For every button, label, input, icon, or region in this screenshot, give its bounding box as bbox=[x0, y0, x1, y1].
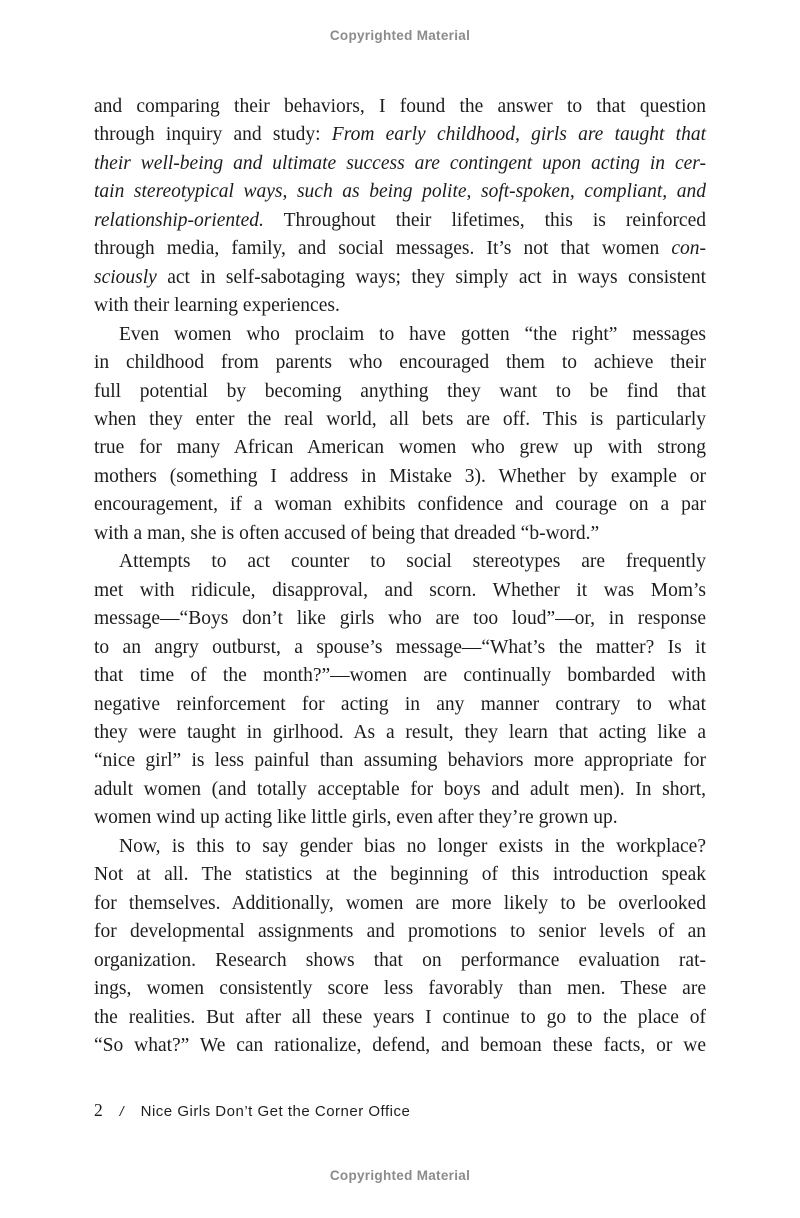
text-line bbox=[94, 349, 706, 377]
text-line bbox=[94, 975, 706, 1003]
text-segment: negative reinforcement for acting in any manner contrary to what bbox=[94, 693, 706, 715]
text-segment: “So what?” We can rationalize, defend, and bemoan these facts, or we bbox=[94, 1034, 706, 1056]
text-segment: with their learning experiences. bbox=[94, 295, 340, 317]
text-segment: that time of the month?”—women are continually bombarded with bbox=[94, 665, 706, 687]
text-line bbox=[94, 918, 706, 946]
copyright-notice-bottom: Copyrighted Material bbox=[329, 1168, 471, 1183]
text-line bbox=[94, 747, 706, 775]
text-line bbox=[94, 292, 706, 320]
paragraph bbox=[94, 548, 706, 833]
text-segment: women wind up acting like little girls, even after they’re grown up. bbox=[94, 807, 618, 829]
text-line bbox=[94, 264, 706, 292]
text-segment: act in self-sabotaging ways; they simply act in ways consistent bbox=[156, 266, 706, 288]
text-segment: Throughout their lifetimes, this is reinforced bbox=[263, 209, 706, 231]
paragraph bbox=[94, 93, 706, 321]
page-footer bbox=[94, 1100, 410, 1121]
text-segment: to an angry outburst, a spouse’s message—“What’s the matter? Is it bbox=[94, 636, 706, 658]
text-segment: met with ridicule, disapproval, and scorn. Whether it was Mom’s bbox=[94, 579, 706, 601]
paragraph bbox=[94, 833, 706, 1061]
text-line bbox=[94, 178, 706, 206]
italic-text-segment: relationship-oriented. bbox=[94, 209, 264, 231]
text-line bbox=[94, 691, 706, 719]
paragraph bbox=[94, 321, 706, 549]
text-segment: true for many African American women who grew up with strong bbox=[94, 437, 706, 459]
text-segment: and comparing their behaviors, I found the answer to that question bbox=[94, 96, 706, 117]
copyright-notice-top: Copyrighted Material bbox=[329, 28, 471, 43]
text-line bbox=[94, 804, 706, 832]
book-title: Nice Girls Don’t Get the Corner Office bbox=[140, 1103, 411, 1120]
text-segment: full potential by becoming anything they want to be find that bbox=[94, 380, 706, 402]
page-number: 2 bbox=[94, 1100, 103, 1120]
text-segment: through media, family, and social messages. It’s not that women bbox=[94, 238, 672, 260]
text-line bbox=[94, 662, 706, 690]
text-segment: they were taught in girlhood. As a result, they learn that acting like a bbox=[94, 721, 706, 743]
text-segment: in childhood from parents who encouraged them to achieve their bbox=[94, 352, 706, 374]
text-segment: when they enter the real world, all bets are off. This is particularly bbox=[94, 408, 706, 430]
text-line bbox=[94, 634, 706, 662]
text-segment: ings, women consistently score less favorably than men. These are bbox=[94, 978, 706, 1000]
text-line bbox=[94, 577, 706, 605]
text-line bbox=[94, 947, 706, 975]
text-line bbox=[94, 890, 706, 918]
text-segment: with a man, she is often accused of being that dreaded “b-word.” bbox=[94, 522, 600, 544]
text-line bbox=[94, 150, 706, 178]
text-line bbox=[94, 861, 706, 889]
text-line bbox=[94, 491, 706, 519]
text-segment: encouragement, if a woman exhibits confidence and courage on a par bbox=[94, 494, 706, 516]
text-segment: Even women who proclaim to have gotten “the right” messages bbox=[119, 323, 706, 345]
text-line bbox=[94, 235, 706, 263]
text-segment: for developmental assignments and promotions to senior levels of an bbox=[94, 921, 706, 943]
text-segment: Attempts to act counter to social stereotypes are frequently bbox=[119, 551, 706, 573]
text-line bbox=[94, 321, 706, 349]
text-line bbox=[94, 406, 706, 434]
text-line bbox=[94, 605, 706, 633]
footer-separator: / bbox=[119, 1103, 124, 1119]
text-segment: organization. Research shows that on performance evaluation rat- bbox=[94, 949, 706, 971]
text-segment: Not at all. The statistics at the beginning of this introduction speak bbox=[94, 864, 706, 886]
text-line bbox=[94, 207, 706, 235]
text-segment: Now, is this to say gender bias no longer exists in the workplace? bbox=[119, 835, 706, 857]
text-segment: adult women (and totally acceptable for boys and adult men). In short, bbox=[94, 778, 706, 800]
text-line bbox=[94, 520, 706, 548]
text-block bbox=[94, 93, 706, 1060]
text-line bbox=[94, 548, 706, 576]
text-segment: message—“Boys don’t like girls who are too loud”—or, in response bbox=[94, 608, 706, 630]
italic-text-segment: sciously bbox=[94, 266, 157, 288]
text-line bbox=[94, 93, 706, 121]
text-segment: “nice girl” is less painful than assuming behaviors more appropriate for bbox=[94, 750, 706, 772]
text-line bbox=[94, 719, 706, 747]
text-line bbox=[94, 434, 706, 462]
italic-text-segment: tain stereotypical ways, such as being polite, soft-spoken, compliant, and bbox=[94, 181, 706, 203]
text-line bbox=[94, 121, 706, 149]
text-line bbox=[94, 776, 706, 804]
italic-text-segment: their well-being and ultimate success are contingent upon acting in cer- bbox=[94, 152, 706, 174]
text-line bbox=[94, 833, 706, 861]
text-line bbox=[94, 378, 706, 406]
text-line bbox=[94, 1004, 706, 1032]
text-segment: the realities. But after all these years I continue to go to the place of bbox=[94, 1006, 706, 1028]
italic-text-segment: From early childhood, girls are taught that bbox=[331, 124, 706, 146]
text-line bbox=[94, 1032, 706, 1060]
text-segment: through inquiry and study: bbox=[94, 124, 332, 146]
text-line bbox=[94, 463, 706, 491]
text-segment: for themselves. Additionally, women are more likely to be overlooked bbox=[94, 892, 706, 914]
italic-text-segment: con- bbox=[671, 238, 706, 260]
text-segment: mothers (something I address in Mistake 3). Whether by example or bbox=[94, 465, 706, 487]
